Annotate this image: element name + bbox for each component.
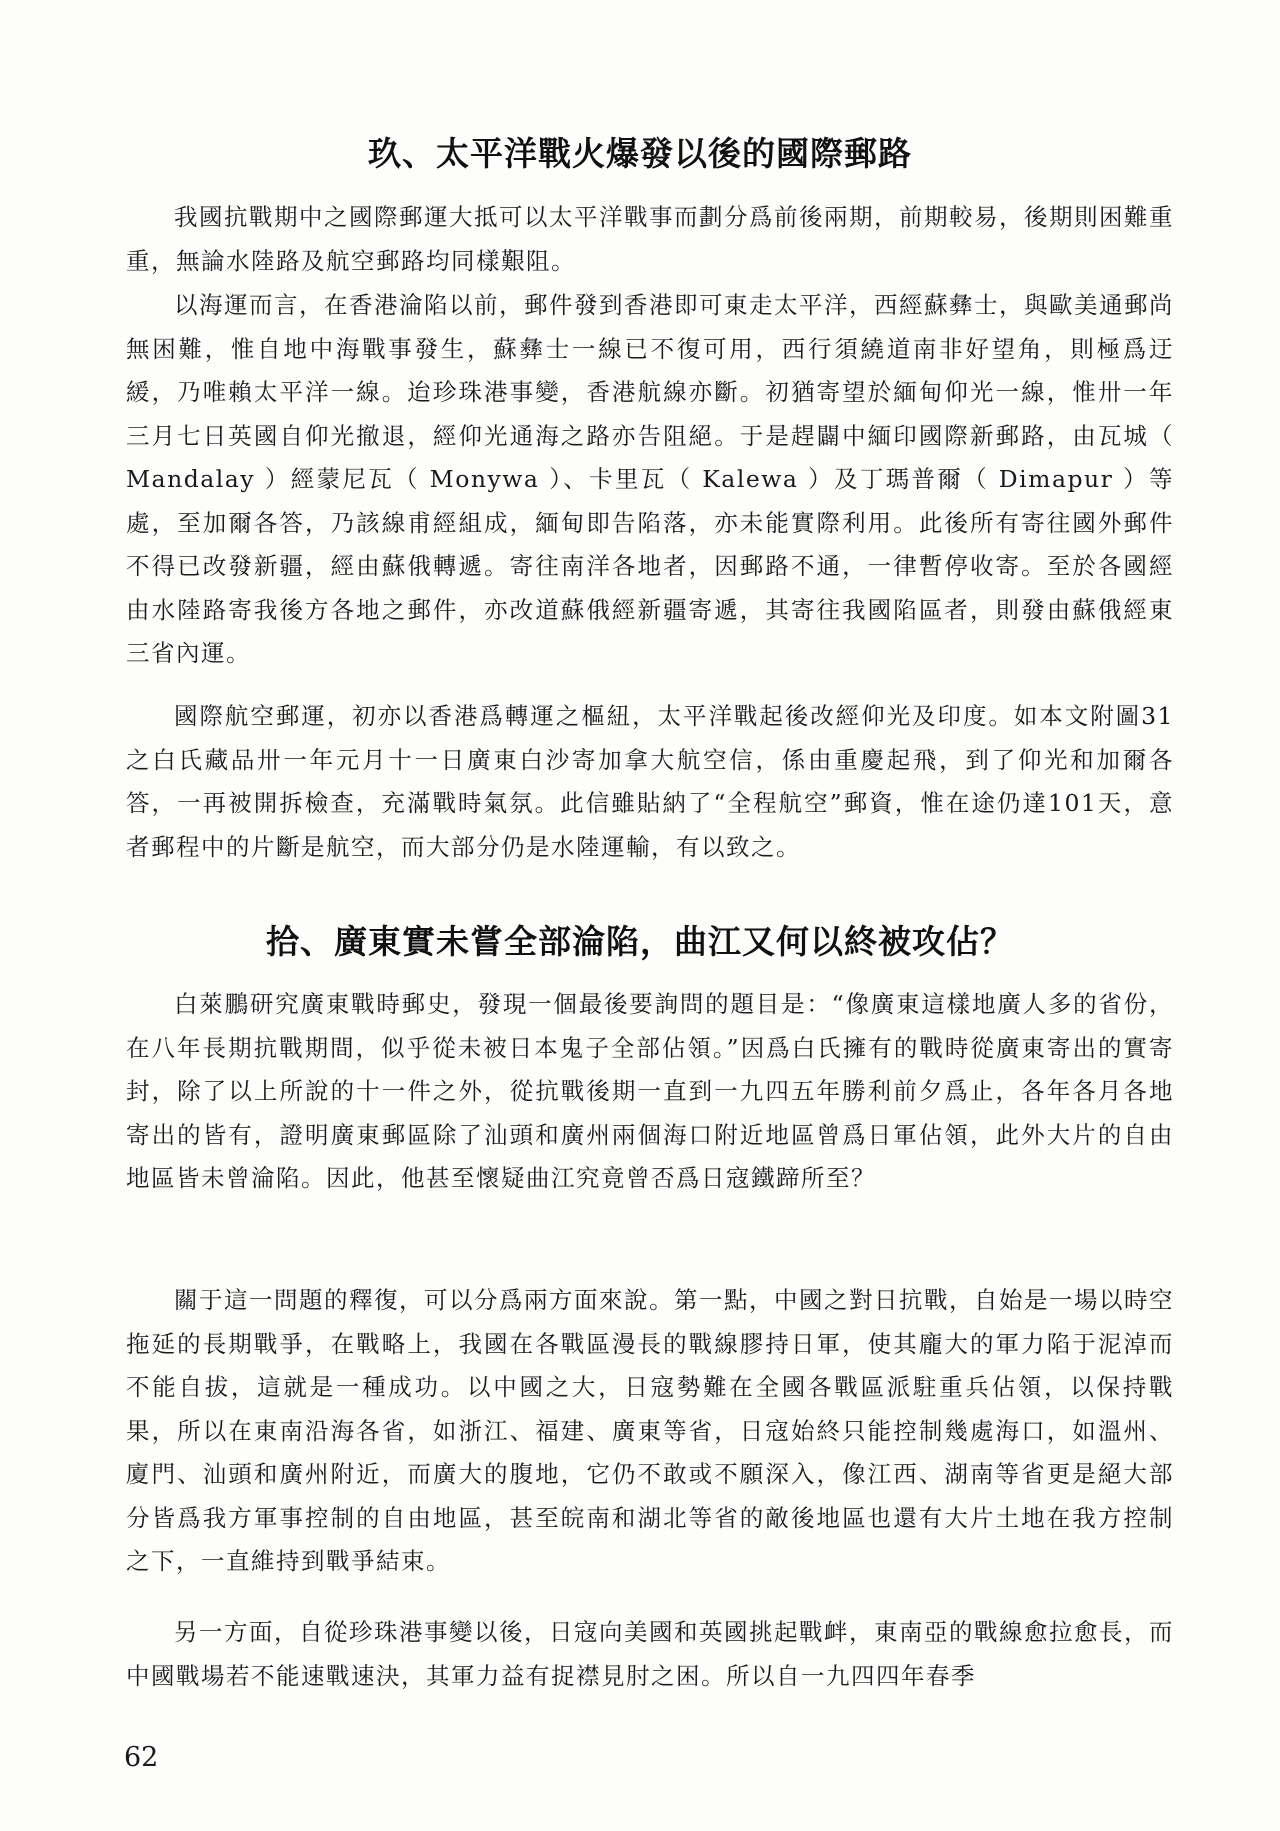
section-nine-paragraph-1: 我國抗戰期中之國際郵運大抵可以太平洋戰事而劃分爲前後兩期，前期較易，後期則困難重重，無論水陸路及航空郵路均同樣艱阻。 — [126, 203, 1174, 275]
section-ten-paragraph-3: 另一方面，自從珍珠港事變以後，日寇向美國和英國挑起戰衅，東南亞的戰線愈拉愈長，而中國戰場若不能速戰速決，其軍力益有捉襟見肘之困。所以自一九四四年春季 — [126, 1618, 1174, 1690]
section-nine-paragraph-2-block — [126, 284, 1174, 676]
section-nine-paragraph-3: 國際航空郵運，初亦以香港爲轉運之樞紐，太平洋戰起後改經仰光及印度。如本文附圖31 之白氏藏品卅一年元月十一日廣東白沙寄加拿大航空信，係由重慶起飛，到了仰光和加爾各答，一再被開拆檢查，充滿戰時氣氛。此信雖貼納了“全程航空”郵資，惟在途仍達101天，意者郵程中的片斷是航空，而大部分仍是水陸運輸，有以致之。 — [126, 702, 1199, 861]
section-ten-paragraph-2-block — [126, 1279, 1174, 1584]
section-title-ten: 拾、廣東實未嘗全部淪陷，曲江又何以終被攻佔？ — [266, 922, 1014, 961]
section-ten-paragraph-1-block — [126, 983, 1174, 1201]
section-nine-paragraph-1-block — [126, 196, 1174, 283]
section-ten-paragraph-2: 關于這一問題的釋復，可以分爲兩方面來說。第一點，中國之對日抗戰，自始是一場以時空拖延的長期戰爭，在戰略上，我國在各戰區漫長的戰線膠持日軍，使其龐大的軍力陷于泥淖而不能自拔，這就是一種成功。以中國之大，日寇勢難在全國各戰區派駐重兵佔領，以保持戰果，所以在東南沿海各省，如浙江、福建、廣東等省，日寇始終只能控制幾處海口，如溫州、廈門、汕頭和廣州附近，而廣大的腹地，它仍不敢或不願深入，像江西、湖南等省更是絕大部分皆爲我方軍事控制的自由地區，甚至皖南和湖北等省的敵後地區也還有大片土地在我方控制之下，一直維持到戰爭結束。 — [126, 1286, 1174, 1575]
page-number: 62 — [124, 1742, 159, 1773]
section-title-nine: 玖、太平洋戰火爆發以後的國際郵路 — [368, 134, 912, 173]
section-nine-paragraph-3-block — [126, 695, 1199, 869]
section-nine-paragraph-2: 以海運而言，在香港淪陷以前，郵件發到香港即可東走太平洋，西經蘇彝士，與歐美通郵尚無困難，惟自地中海戰事發生，蘇彝士一線已不復可用，西行須繞道南非好望角，則極爲迂緩，乃唯賴太平洋一線。迨珍珠港事變，香港航線亦斷。初猶寄望於緬甸仰光一線，惟卅一年三月七日英國自仰光撤退，經仰光通海之路亦告阻絕。于是趕闢中緬印國際新郵路，由瓦城（ Mandalay ）經蒙尼瓦（ Monywa ）、卡里瓦（ Kalewa ）及丁瑪普爾（ Dimapur ）等處，至加爾各答，乃該線甫經組成，緬甸即告陷落，亦未能實際利用。此後所有寄往國外郵件不得已改發新疆，經由蘇俄轉遞。寄往南洋各地者，因郵路不通，一律暫停收寄。至於各國經由水陸路寄我後方各地之郵件，亦改道蘇俄經新疆寄遞，其寄往我國陷區者，則發由蘇俄經東三省內運。 — [126, 291, 1174, 667]
section-ten-paragraph-1: 白萊鵬研究廣東戰時郵史，發現一個最後要詢問的題目是：“像廣東這樣地廣人多的省份，在八年長期抗戰期間，似乎從未被日本鬼子全部佔領。”因爲白氏擁有的戰時從廣東寄出的實寄封，除了以上所說的十一件之外，從抗戰後期一直到一九四五年勝利前夕爲止，各年各月各地寄出的皆有，證明廣東郵區除了汕頭和廣州兩個海口附近地區曾爲日軍佔領，此外大片的自由地區皆未曾淪陷。因此，他甚至懷疑曲江究竟曾否爲日寇鐵蹄所至？ — [126, 990, 1174, 1192]
section-ten-paragraph-3-block — [126, 1611, 1174, 1698]
